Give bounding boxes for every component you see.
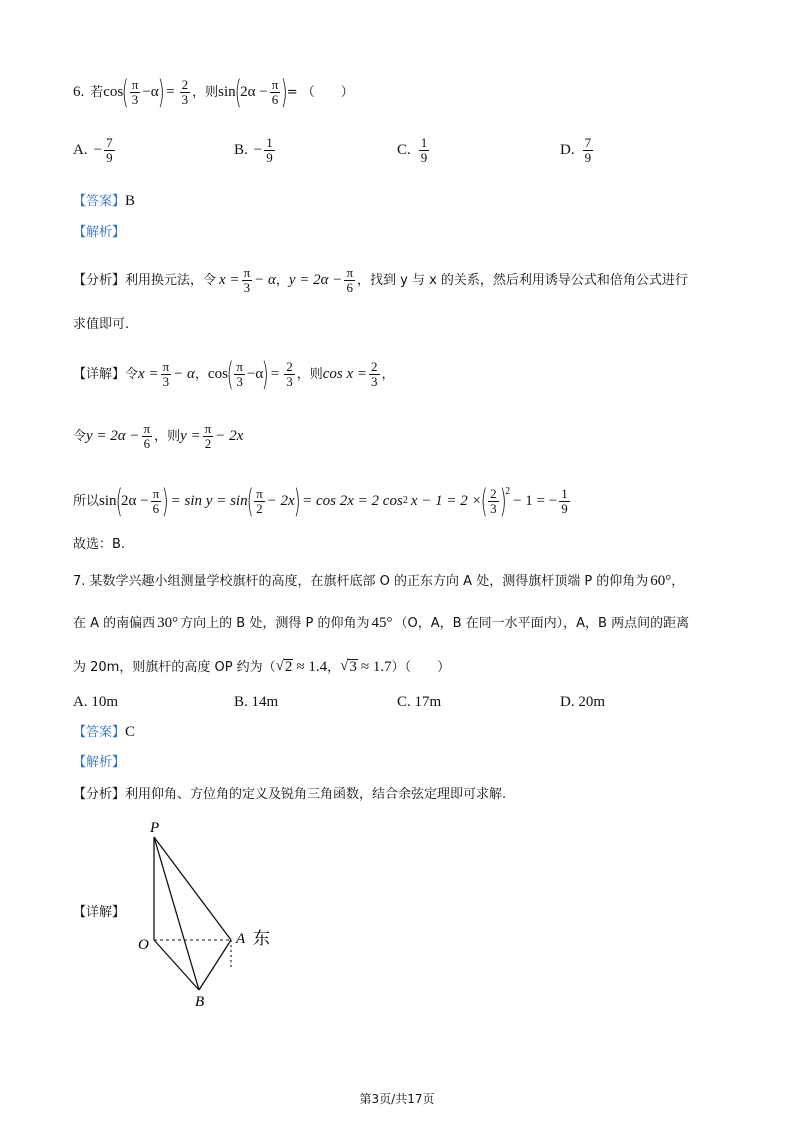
q7-answer: 【答案】 C bbox=[73, 724, 136, 740]
label-east: 东 bbox=[253, 929, 270, 949]
label-o: O bbox=[138, 937, 149, 953]
answer-tag: 【答案】 bbox=[73, 194, 126, 209]
page-footer: 第3页/共17页 bbox=[359, 1092, 435, 1106]
q6-xiangjie-1: 【详解】 令 x = $\frac{\pi}{3}$ − α ， cos ( $\frac{\pi}{3}$ −α ) = $\frac{2}{3}$ ，则 cos x = $\frac{2}{3}$ ， bbox=[73, 355, 395, 393]
edge-AB bbox=[199, 940, 231, 990]
answer-value: B bbox=[125, 193, 136, 209]
q6-frac-23: $\frac{2}{3}$ bbox=[181, 76, 189, 107]
q7-stem-line2: 在 A 的南偏西 30° 方向上的 B 处，测得 P 的仰角为 45° （O，A，B 在同一水平面内），A，B 两点间的距离 bbox=[73, 615, 690, 631]
q7-xiangjie: 【详解】 bbox=[73, 905, 126, 920]
q6-stem bbox=[73, 72, 354, 112]
q6-analysis bbox=[73, 226, 125, 239]
q6-a-frac: $\frac{7}{9}$ bbox=[106, 135, 113, 165]
q6-b-frac: $\frac{1}{9}$ bbox=[266, 135, 273, 165]
q7-option-d: D. 20m bbox=[560, 694, 605, 710]
q6-fenxi-cont: 求值即可. bbox=[73, 317, 130, 332]
q6-option-b: B. − $\frac{1}{9}$ bbox=[234, 135, 273, 165]
q6-equals: = bbox=[166, 83, 175, 100]
q7-option-c: C. 17m bbox=[397, 694, 442, 710]
sqrt-3: √ 3 bbox=[340, 658, 357, 675]
q6-answer bbox=[73, 194, 135, 209]
q7-option-b: B. 14m bbox=[234, 694, 279, 710]
q6-option-a: A. − $\frac{7}{9}$ bbox=[73, 135, 113, 165]
q6-option-d: D. $\frac{7}{9}$ bbox=[560, 135, 592, 165]
q6-lparen2: ( bbox=[234, 73, 242, 111]
q6-rparen2: ) bbox=[281, 73, 288, 111]
q6-fenxi: 【分析】 利用换元法，令 x = $\frac{\pi}{3}$ − α ， y = 2α − $\frac{\pi}{6}$ ，找到 y 与 x 的关系，然后利用诱导公式和倍角公式进行 bbox=[73, 264, 688, 295]
q6-two-alpha: 2α − bbox=[240, 83, 268, 100]
q7-fenxi: 【分析】 利用仰角、方位角的定义及锐角三角函数，结合余弦定理即可求解. bbox=[73, 787, 507, 802]
edge-PA bbox=[154, 837, 231, 940]
label-a: A bbox=[236, 931, 246, 947]
q6-xiangjie-3: 所以 sin ( 2α − $\frac{\pi}{6}$ ) = sin y = sin ( $\frac{\pi}{2}$ − 2x ) = cos 2x = 2 cos 2 x − 1 = 2 × ( $\frac{2}{3}$ ) 2 − 1 = − $\frac{1}{9}$ bbox=[73, 482, 568, 520]
q7-stem-line1: 7. 某数学兴趣小组测量学校旗杆的高度，在旗杆底部 O 的正东方向 A 处，测得旗杆顶端 P 的仰角为 60° ， bbox=[73, 573, 685, 589]
q6-frac-pi6: $\frac{\pi}{6}$ bbox=[271, 76, 279, 107]
edge-PB bbox=[154, 837, 199, 990]
q7-analysis: 【解析】 bbox=[73, 755, 126, 770]
q6-c-frac: $\frac{1}{9}$ bbox=[420, 135, 428, 165]
q6-cos: cos bbox=[103, 83, 124, 100]
fenxi-tag: 【分析】 bbox=[73, 272, 126, 288]
q6-if: 若 bbox=[90, 84, 104, 100]
q6-then: ，则 bbox=[192, 84, 219, 100]
q6-conclusion: 故选：B. bbox=[73, 537, 126, 552]
q6-number: 6. bbox=[73, 83, 85, 100]
sqrt-2: √ 2 bbox=[275, 658, 293, 675]
q6-minus-alpha: −α bbox=[142, 83, 159, 100]
xiangjie-tag: 【详解】 bbox=[73, 366, 126, 382]
q7-option-a: A. 10m bbox=[73, 694, 118, 710]
q6-frac-pi3: $\frac{\pi}{3}$ bbox=[131, 76, 139, 107]
q6-xiangjie-2: 令 y = 2α − $\frac{\pi}{6}$ ，则 y = $\frac{\pi}{2}$ − 2x bbox=[73, 420, 244, 451]
q7-geometry-figure bbox=[130, 815, 290, 1015]
label-b: B bbox=[195, 994, 205, 1010]
q6-d-frac: $\frac{7}{9}$ bbox=[584, 135, 592, 165]
q7-stem-line3: 为 20m，则旗杆的高度 OP 约为（ √ 2 ≈ 1.4 ， √ 3 ≈ 1.7 ）（ ） bbox=[73, 658, 451, 675]
q6-lparen: ( bbox=[122, 73, 129, 111]
q6-rparen: ) bbox=[157, 73, 165, 111]
q6-blank: = （ ） bbox=[286, 84, 354, 100]
q6-option-c: C. $\frac{1}{9}$ bbox=[397, 135, 428, 165]
q6-sin: sin bbox=[218, 83, 236, 100]
label-p: P bbox=[150, 820, 160, 836]
analysis-tag: 【解析】 bbox=[73, 225, 126, 240]
